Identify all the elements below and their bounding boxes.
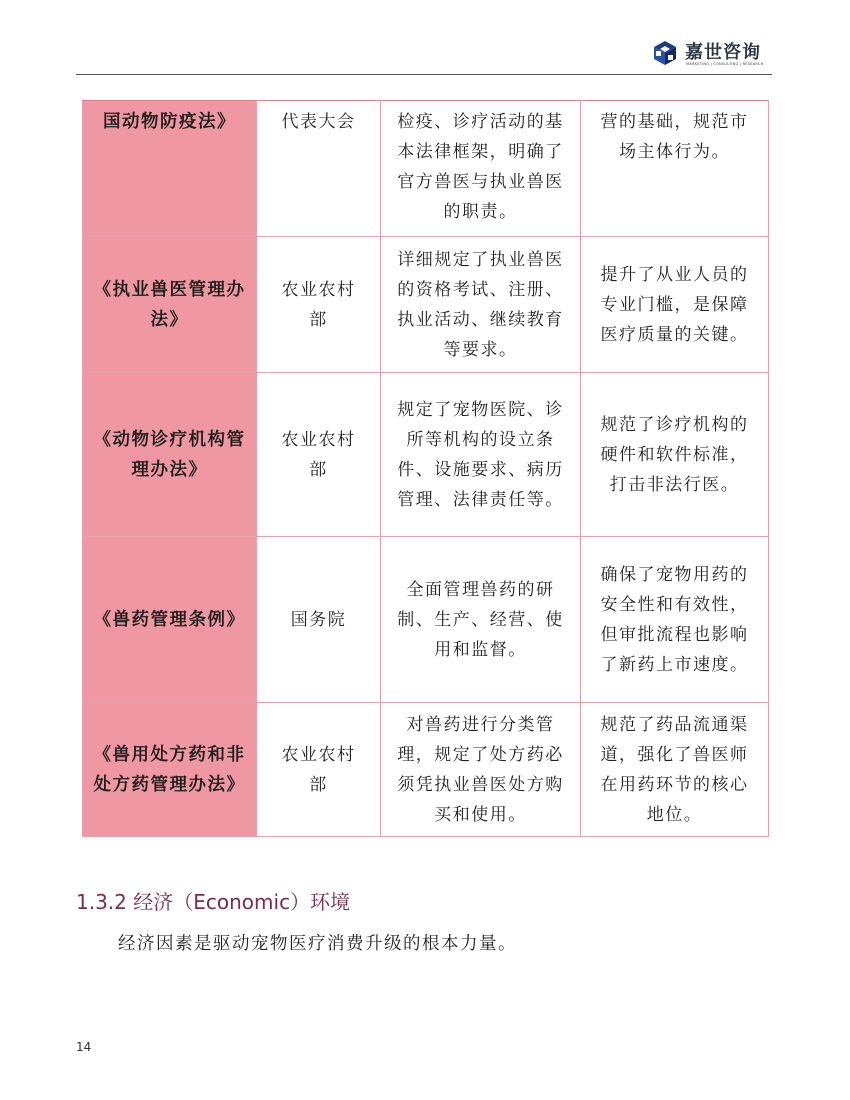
brand-name: 嘉世咨询 xyxy=(685,42,761,63)
impact-cell: 营的基础，规范市场主体行为。 xyxy=(581,101,769,237)
table-row xyxy=(83,101,769,237)
table-row xyxy=(83,703,769,837)
cube-logo-icon xyxy=(652,40,678,66)
issuer-cell: 农业农村部 xyxy=(257,703,381,837)
issuer-cell: 农业农村部 xyxy=(257,373,381,537)
law-name-cell: 《兽用处方药和非处方药管理办法》 xyxy=(83,703,257,837)
regulation-table xyxy=(82,100,769,837)
issuer-cell: 代表大会 xyxy=(257,101,381,237)
content-cell: 详细规定了执业兽医的资格考试、注册、执业活动、继续教育等要求。 xyxy=(381,237,581,373)
law-name-cell: 《兽药管理条例》 xyxy=(83,537,257,703)
table-row xyxy=(83,537,769,703)
table-row xyxy=(83,237,769,373)
content-cell: 全面管理兽药的研制、生产、经营、使用和监督。 xyxy=(381,537,581,703)
table-row xyxy=(83,373,769,537)
page-number: 14 xyxy=(76,1040,92,1054)
law-name-cell: 国动物防疫法》 xyxy=(83,101,257,237)
law-name-cell: 《动物诊疗机构管理办法》 xyxy=(83,373,257,537)
law-name-cell: 《执业兽医管理办法》 xyxy=(83,237,257,373)
impact-cell: 确保了宠物用药的安全性和有效性，但审批流程也影响了新药上市速度。 xyxy=(581,537,769,703)
issuer-cell: 农业农村部 xyxy=(257,237,381,373)
section-heading: 1.3.2 经济（Economic）环境 xyxy=(76,890,351,914)
issuer-cell: 国务院 xyxy=(257,537,381,703)
content-cell: 规定了宠物医院、诊所等机构的设立条件、设施要求、病历管理、法律责任等。 xyxy=(381,373,581,537)
header-divider xyxy=(76,74,772,75)
content-cell: 检疫、诊疗活动的基本法律框架，明确了官方兽医与执业兽医的职责。 xyxy=(381,101,581,237)
section-paragraph: 经济因素是驱动宠物医疗消费升级的根本力量。 xyxy=(118,934,517,954)
impact-cell: 规范了药品流通渠道，强化了兽医师在用药环节的核心地位。 xyxy=(581,703,769,837)
impact-cell: 规范了诊疗机构的硬件和软件标准，打击非法行医。 xyxy=(581,373,769,537)
impact-cell: 提升了从业人员的专业门槛，是保障医疗质量的关键。 xyxy=(581,237,769,373)
brand-header xyxy=(652,36,774,72)
brand-tagline: MARKETING | CONSULTING | RESEARCH xyxy=(686,62,764,66)
content-cell: 对兽药进行分类管理，规定了处方药必须凭执业兽医处方购买和使用。 xyxy=(381,703,581,837)
